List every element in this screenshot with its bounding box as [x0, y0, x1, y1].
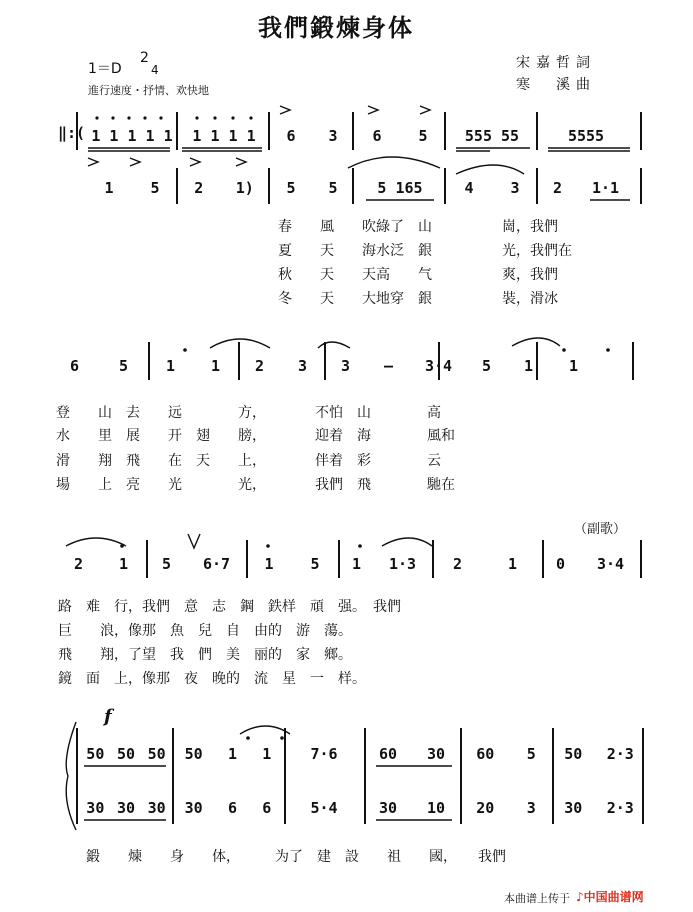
note: 50: [564, 745, 583, 763]
slur: [240, 726, 290, 734]
octave-dot: [231, 116, 234, 119]
note: 6: [227, 799, 238, 817]
site-logo: [576, 888, 644, 905]
note: 5: [150, 179, 160, 197]
note: 5: [526, 745, 536, 763]
note-group: 3·4: [596, 555, 625, 573]
note: 5: [328, 179, 338, 197]
note-group: 1·1: [591, 179, 620, 197]
site-name: 中国曲谱网: [583, 890, 644, 904]
note: 1: [351, 555, 361, 573]
note: 4: [464, 179, 474, 197]
note: 3: [526, 799, 536, 817]
note: 5: [118, 357, 129, 375]
octave-dot: [143, 116, 146, 119]
note: 5: [161, 555, 171, 573]
note: 1: [523, 357, 534, 375]
note: 6: [286, 127, 296, 145]
octave-dot: [120, 544, 124, 548]
note-group: 5 165: [377, 179, 423, 197]
note-group: 555 55: [464, 127, 520, 145]
octave-dot: [95, 116, 98, 119]
tempo-marking: 進行速度・抒情、欢快地: [88, 84, 209, 97]
key-signature: 1＝D: [88, 61, 122, 77]
lyric-verse-4: 冬 天 大地穿 銀 裝，滑冰: [278, 291, 558, 307]
note: 20: [476, 799, 495, 817]
note: 50: [86, 745, 105, 763]
lyric-verse-1: 春 風 吹綠了 山 崗，我們: [278, 219, 558, 235]
lyric-verse-2: 巨 浪，像那 魚 兒 自 由的 游 蕩。: [58, 623, 352, 639]
octave-dot: [562, 348, 566, 352]
footer-upload-note: 本曲谱上传于: [504, 892, 570, 905]
accent-mark: [190, 158, 200, 166]
breath-mark: [188, 534, 200, 548]
repeat-open-sign: ‖:(: [58, 124, 86, 142]
slur: [210, 339, 270, 348]
note-group: 7·6: [310, 745, 338, 763]
octave-dot: [213, 116, 216, 119]
note: 30: [86, 799, 105, 817]
octave-dot: [606, 348, 610, 352]
note: 50: [116, 745, 136, 763]
note: 30: [378, 799, 398, 817]
note: 10: [426, 799, 446, 817]
note: 30: [426, 745, 446, 763]
note: 3: [510, 179, 520, 197]
note-group: 6·7: [202, 555, 231, 573]
note: 1: [568, 357, 579, 375]
slur: [318, 342, 350, 348]
octave-dot: [246, 736, 250, 740]
note: 1: [264, 555, 274, 573]
lyric-verse-1: 路 难 行，我們 意 志 鋼 鉄样 頑 强。 我們: [58, 599, 401, 615]
note: 1: [165, 357, 176, 375]
time-signature-top: 2: [140, 50, 149, 66]
slur: [66, 538, 126, 546]
note-group: 5·4: [310, 799, 338, 817]
note-group: 1·3: [388, 555, 417, 573]
note: 3: [297, 357, 308, 375]
dynamic-forte: f: [104, 706, 112, 727]
note: 3: [340, 357, 351, 375]
note: 6: [262, 799, 272, 817]
slur: [382, 538, 432, 546]
slur: [512, 338, 560, 346]
note-group: 3·4: [424, 357, 453, 375]
music-note-icon: ♪: [576, 890, 584, 904]
note: 60: [476, 745, 495, 763]
lyric-verse-2: 夏 天 海水泛 銀 光，我們在: [278, 243, 572, 259]
octave-dot: [249, 116, 252, 119]
note: 1: [104, 179, 114, 197]
accent-mark: [88, 158, 98, 166]
note: 5: [310, 555, 320, 573]
rest: 0: [555, 555, 565, 573]
accent-mark: [280, 106, 290, 114]
note: 1: [210, 357, 221, 375]
slur: [348, 157, 440, 168]
octave-dot: [127, 116, 130, 119]
note: 60: [378, 745, 398, 763]
octave-dot: [195, 116, 198, 119]
note: 5: [286, 179, 296, 197]
accent-mark: [368, 106, 378, 114]
chorus-label: （副歌）: [574, 522, 627, 537]
note: 30: [147, 799, 166, 817]
lyric-chorus: 鍛 煉 身 体， 为了 建 設 祖 國， 我們: [86, 849, 506, 865]
note: 1: [262, 745, 272, 763]
time-signature-bottom: 4: [151, 63, 159, 77]
note: 30: [184, 799, 203, 817]
note: 2: [552, 179, 562, 197]
note: 5: [482, 357, 492, 375]
octave-dot: [183, 348, 187, 352]
note-group: 2·3: [606, 799, 634, 817]
note: 2: [254, 357, 265, 375]
lyric-verse-3: 飛 翔，了望 我 們 美 丽的 家 鄉。: [58, 647, 352, 663]
note-group: 5555: [567, 127, 605, 145]
octave-dot: [280, 736, 284, 740]
slur: [456, 165, 524, 174]
lyric-verse-2: 水 里 展 开 翅 膀， 迎着 海 風和: [56, 428, 455, 444]
page-title: 我們鍛煉身体: [258, 14, 414, 42]
note-group: 1 1 1 1 1: [91, 127, 173, 145]
note: 1: [118, 555, 129, 573]
note: 1): [235, 179, 254, 197]
note: 2: [194, 179, 204, 197]
note: 5: [418, 127, 428, 145]
note: 2: [73, 555, 84, 573]
accent-mark: [236, 158, 246, 166]
lyric-verse-4: 鏡 面 上，像那 夜 晚的 流 星 一 样。: [58, 671, 366, 687]
lyric-verse-4: 場 上 亮 光 光， 我們 飛 馳在: [56, 477, 455, 493]
note: 30: [116, 799, 136, 817]
note: 30: [564, 799, 583, 817]
note: 50: [184, 745, 203, 763]
system-brace: [66, 722, 76, 830]
note: 6: [372, 127, 382, 145]
note: 1: [227, 745, 238, 763]
accent-mark: [130, 158, 140, 166]
lyric-verse-1: 登 山 去 远 方， 不怕 山 高: [56, 405, 441, 421]
note-group: 2·3: [606, 745, 634, 763]
lyric-verse-3: 秋 天 天高 气 爽，我們: [278, 267, 558, 283]
note: 3: [328, 127, 338, 145]
tie-dash: —: [383, 357, 394, 375]
octave-dot: [111, 116, 114, 119]
octave-dot: [266, 544, 270, 548]
note: 1: [507, 555, 518, 573]
composer-credit: 寒 溪曲: [516, 77, 596, 93]
note: 50: [147, 745, 166, 763]
lyric-verse-3: 滑 翔 飛 在 天 上， 伴着 彩 云: [56, 453, 441, 469]
lyricist-credit: 宋嘉哲詞: [516, 55, 596, 71]
octave-dot: [358, 544, 362, 548]
note: 2: [452, 555, 463, 573]
note: 6: [69, 357, 80, 375]
note-group: 1 1 1 1: [192, 127, 256, 145]
accent-mark: [420, 106, 430, 114]
octave-dot: [159, 116, 162, 119]
